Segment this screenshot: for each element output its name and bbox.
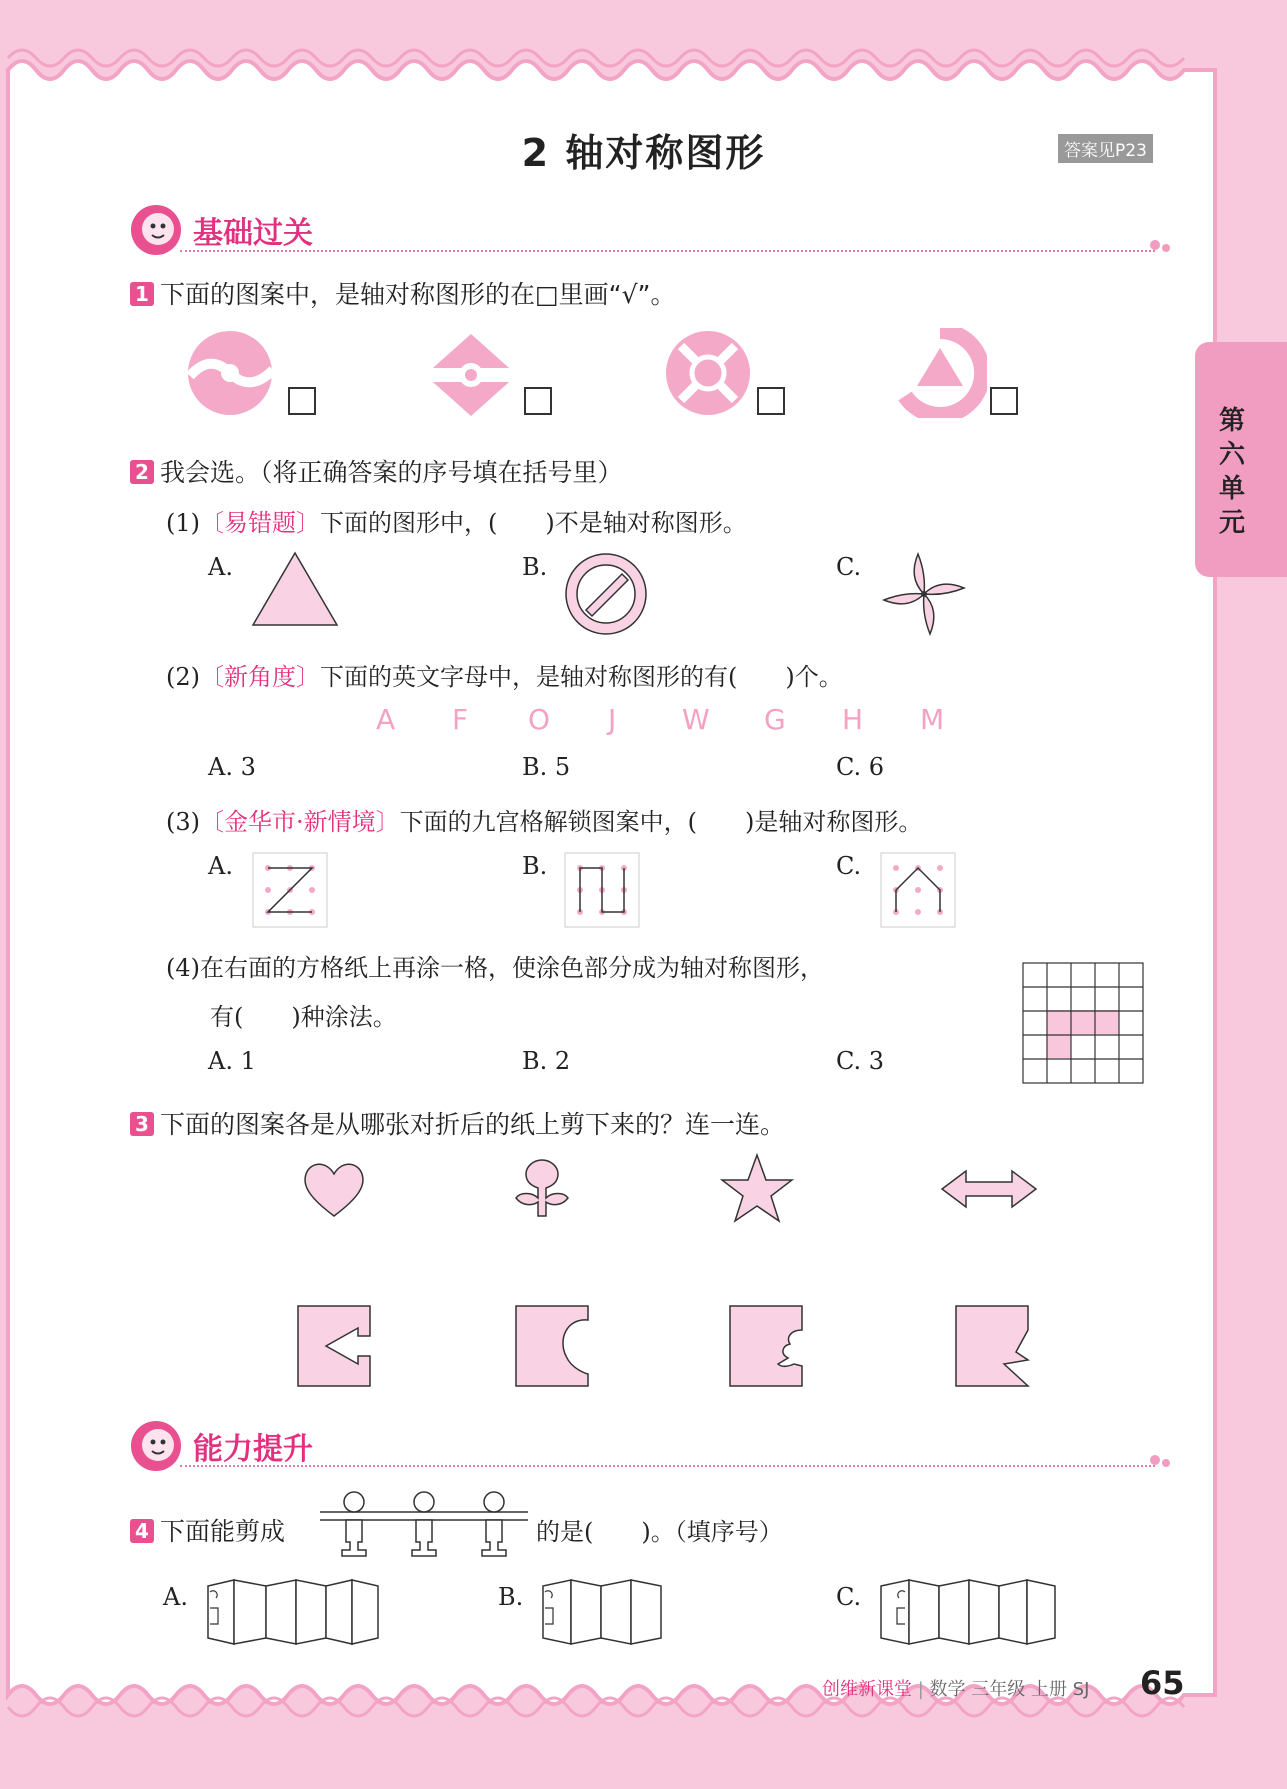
folded-paper-strip-a xyxy=(206,1578,380,1646)
answer-checkbox[interactable] xyxy=(524,387,552,415)
footer: 创维新课堂 | 数学 三年级 上册 SJ xyxy=(822,1679,1090,1700)
monkey-mascot-icon xyxy=(128,1419,184,1473)
question-4 xyxy=(130,1512,285,1548)
option-b[interactable]: B. xyxy=(522,553,548,581)
question-2-text: 我会选。（将正确答案的序号填在括号里） xyxy=(160,458,623,487)
option-c[interactable]: C. 6 xyxy=(836,753,885,781)
letter-a: A xyxy=(376,703,396,736)
pattern-swirl-icon xyxy=(185,328,277,418)
divider-dot-icon xyxy=(1162,244,1170,252)
subquestion-1 xyxy=(166,503,747,538)
subquestion-text: 下面的图形中，( )不是轴对称图形。 xyxy=(320,509,747,537)
unlock-pattern-z-icon xyxy=(252,852,328,928)
unit-side-tab-label: 第六单元 xyxy=(1219,406,1246,538)
subquestion-3 xyxy=(166,802,922,837)
divider-dot-icon xyxy=(1150,1455,1160,1465)
letter-f: F xyxy=(452,703,469,736)
pattern-triangle-arc-icon xyxy=(895,328,987,418)
section-title-basic: 基础过关 xyxy=(193,216,313,251)
unit-side-tab xyxy=(1195,342,1287,577)
question-1-text: 下面的图案中，是轴对称图形的在□里画“√”。 xyxy=(160,280,676,309)
star-shape-icon[interactable] xyxy=(720,1152,794,1224)
section-divider xyxy=(180,1465,1155,1467)
letter-h: H xyxy=(842,703,864,736)
subquestion-2 xyxy=(166,657,843,692)
page-title: 2 轴对称图形 xyxy=(521,131,766,175)
option-b[interactable]: B. 2 xyxy=(522,1047,571,1075)
answer-checkbox[interactable] xyxy=(757,387,785,415)
option-c[interactable]: C. 3 xyxy=(836,1047,885,1075)
question-3 xyxy=(130,1105,785,1141)
question-1 xyxy=(130,275,675,311)
option-b[interactable]: B. xyxy=(498,1583,524,1611)
subquestion-tag: 〔易错题〕 xyxy=(200,509,320,537)
option-a[interactable]: A. xyxy=(163,1583,188,1611)
subquestion-text: 下面的英文字母中，是轴对称图形的有( )个。 xyxy=(320,663,843,691)
option-c[interactable]: C. xyxy=(836,852,862,880)
pattern-cross-circle-icon xyxy=(663,328,753,418)
question-number: 2 xyxy=(130,460,154,484)
question-2 xyxy=(130,453,623,489)
pattern-diamond-icon xyxy=(423,332,519,418)
divider-dot-icon xyxy=(1150,240,1160,250)
footer-brand: 创维新课堂 xyxy=(822,1679,912,1700)
section-title-advanced: 能力提升 xyxy=(193,1432,313,1467)
question-4-text-after: 的是( )。（填序号） xyxy=(536,1518,783,1546)
grid-paper[interactable] xyxy=(1022,962,1144,1084)
letter-g: G xyxy=(764,703,786,736)
double-arrow-shape-icon[interactable] xyxy=(940,1168,1038,1210)
subquestion-tag: 〔金华市·新情境〕 xyxy=(200,808,400,836)
option-a[interactable]: A. xyxy=(208,852,233,880)
subquestion-tag: 〔新角度〕 xyxy=(200,663,320,691)
page-number: 65 xyxy=(1140,1664,1185,1702)
option-b[interactable]: B. 5 xyxy=(522,753,571,781)
option-a[interactable]: A. 3 xyxy=(208,753,256,781)
question-number: 1 xyxy=(130,282,154,306)
folded-paper-strip-c xyxy=(879,1578,1057,1646)
option-a[interactable]: A. 1 xyxy=(208,1047,256,1075)
folded-paper-half-heart[interactable] xyxy=(514,1304,590,1388)
question-3-text: 下面的图案各是从哪张对折后的纸上剪下来的？连一连。 xyxy=(160,1110,786,1139)
divider-dot-icon xyxy=(1162,1459,1170,1467)
option-c[interactable]: C. xyxy=(836,553,862,581)
subquestion-number: (2) xyxy=(166,663,200,691)
triangle-shape-icon xyxy=(250,550,340,628)
subquestion-number: (4) xyxy=(166,954,200,982)
subquestion-number: (3) xyxy=(166,808,200,836)
option-b[interactable]: B. xyxy=(522,852,548,880)
option-a[interactable]: A. xyxy=(208,553,233,581)
letter-w: W xyxy=(682,703,710,736)
folded-paper-half-flower[interactable] xyxy=(728,1304,804,1388)
flower-shape-icon[interactable] xyxy=(512,1156,572,1220)
paper-doll-chain-icon xyxy=(318,1490,530,1562)
subquestion-number: (1) xyxy=(166,509,200,537)
letter-m: M xyxy=(920,703,945,736)
letter-j: J xyxy=(608,703,617,736)
answer-checkbox[interactable] xyxy=(288,387,316,415)
question-number: 3 xyxy=(130,1112,154,1136)
option-c[interactable]: C. xyxy=(836,1583,862,1611)
question-4-text-before: 下面能剪成 xyxy=(160,1517,286,1546)
heart-shape-icon[interactable] xyxy=(300,1158,368,1220)
letter-o: O xyxy=(528,703,551,736)
unlock-pattern-house-icon xyxy=(880,852,956,928)
folded-paper-half-star[interactable] xyxy=(954,1304,1030,1388)
prohibition-sign-icon xyxy=(562,550,650,638)
section-divider xyxy=(180,250,1155,252)
subquestion-text: 在右面的方格纸上再涂一格，使涂色部分成为轴对称图形， xyxy=(200,954,824,982)
monkey-mascot-icon xyxy=(128,203,184,257)
folded-paper-strip-b xyxy=(541,1578,663,1646)
answer-reference-badge: 答案见P23 xyxy=(1058,134,1153,163)
question-number: 4 xyxy=(130,1519,154,1543)
folded-paper-arrow[interactable] xyxy=(296,1304,372,1388)
pinwheel-shape-icon xyxy=(878,548,970,640)
answer-checkbox[interactable] xyxy=(990,387,1018,415)
subquestion-text: 下面的九宫格解锁图案中，( )是轴对称图形。 xyxy=(399,808,923,836)
subquestion-4-continued: 有( )种涂法。 xyxy=(210,1003,397,1031)
subquestion-4 xyxy=(166,948,824,983)
footer-info: 数学 三年级 上册 SJ xyxy=(929,1679,1090,1700)
unlock-pattern-n-icon xyxy=(564,852,640,928)
